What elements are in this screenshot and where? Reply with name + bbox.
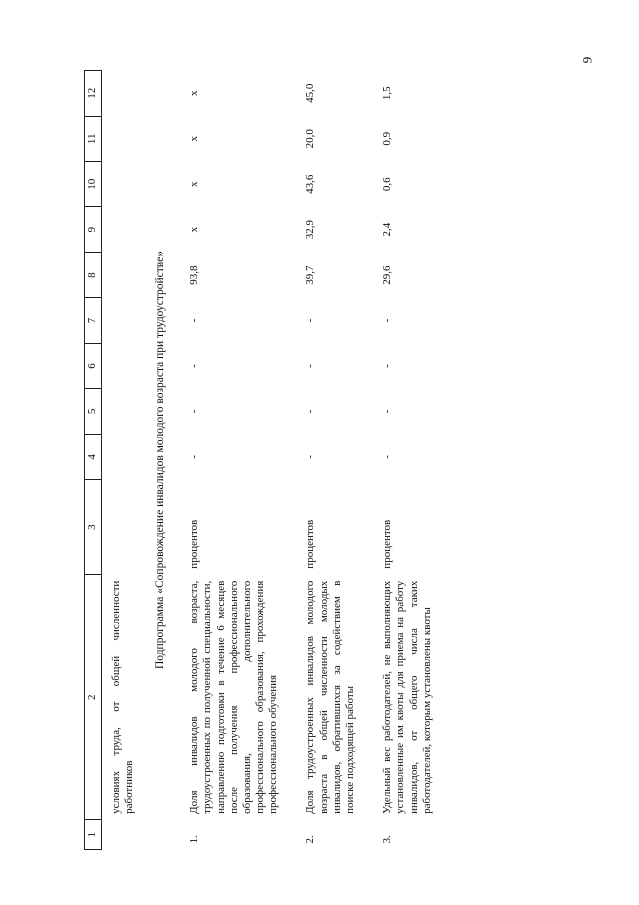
- value-cell: -: [304, 409, 317, 414]
- header-cell: 8: [85, 252, 102, 297]
- subprogram-title: Подпрограмма «Сопровождение инвалидов молодого возраста при трудоустройстве»: [154, 250, 167, 670]
- value-cell: -: [381, 455, 394, 459]
- value-cell: -: [304, 455, 317, 459]
- unit-cell: процентов: [188, 519, 201, 569]
- value-cell: -: [381, 409, 394, 414]
- value-cell: x: [188, 226, 201, 233]
- table-row: [294, 71, 371, 850]
- value-cell: x: [188, 90, 201, 97]
- value-cell: -: [304, 318, 317, 323]
- value-cell: 1,5: [381, 86, 394, 101]
- rotated-table-container: [84, 70, 554, 850]
- subprogram-row: [144, 71, 178, 850]
- indicator-name: Доля инвалидов молодого возраста, трудоустроенных по полученной специальности, направлению подготовки в течение 6 месяцев после получения профессионального образования, дополнительного профессионального образования, прохождения профессионального обучения: [188, 580, 280, 814]
- page-number: 9: [579, 56, 595, 64]
- value-cell: x: [188, 136, 201, 142]
- indicator-name: Доля трудоустроенных инвалидов молодого возраста в общей численности молодых инвалидов, обратившихся за содействием в поиске подходящей работы: [304, 580, 357, 814]
- value-cell: 93,8: [188, 265, 201, 285]
- header-cell: 7: [85, 298, 102, 343]
- row-number: 1.: [188, 835, 201, 844]
- continuation-row: [102, 71, 145, 850]
- value-cell: 2,4: [381, 222, 394, 237]
- table-row: [371, 71, 448, 850]
- value-cell: -: [188, 455, 201, 459]
- value-cell: 29,6: [381, 265, 394, 285]
- value-cell: x: [188, 181, 201, 187]
- value-cell: -: [304, 364, 317, 368]
- indicator-name: Удельный вес работодателей, не выполняющих установленные им квоты для приема на работу инвалидов, от общего числа таких работодателей, которым установлены квоты: [381, 580, 433, 814]
- header-cell: 11: [85, 116, 102, 161]
- value-cell: -: [188, 409, 201, 414]
- header-cell: 2: [85, 575, 102, 820]
- header-cell: 4: [85, 434, 102, 479]
- value-cell: 32,9: [304, 220, 317, 240]
- unit-cell: процентов: [304, 519, 317, 569]
- value-cell: 20,0: [304, 129, 317, 149]
- header-cell: 5: [85, 389, 102, 434]
- value-cell: 0,6: [381, 177, 394, 192]
- header-cell: 10: [85, 162, 102, 207]
- header-cell: 6: [85, 343, 102, 388]
- header-row: [85, 71, 102, 850]
- header-cell: 1: [85, 820, 102, 850]
- value-cell: -: [381, 364, 394, 368]
- value-cell: -: [188, 364, 201, 368]
- indicators-table: [84, 70, 448, 850]
- header-cell: 9: [85, 207, 102, 252]
- value-cell: 45,0: [304, 83, 317, 103]
- unit-cell: процентов: [381, 519, 394, 569]
- value-cell: -: [188, 318, 201, 323]
- continuation-text: условиях труда, от общей численности работников: [110, 580, 136, 814]
- row-number: 3.: [381, 835, 394, 844]
- row-number: 2.: [304, 835, 317, 844]
- header-cell: 12: [85, 71, 102, 117]
- header-cell: 3: [85, 480, 102, 575]
- value-cell: 43,6: [304, 174, 317, 194]
- table-row: [178, 71, 294, 850]
- value-cell: 39,7: [304, 265, 317, 285]
- value-cell: -: [381, 318, 394, 323]
- value-cell: 0,9: [381, 131, 394, 146]
